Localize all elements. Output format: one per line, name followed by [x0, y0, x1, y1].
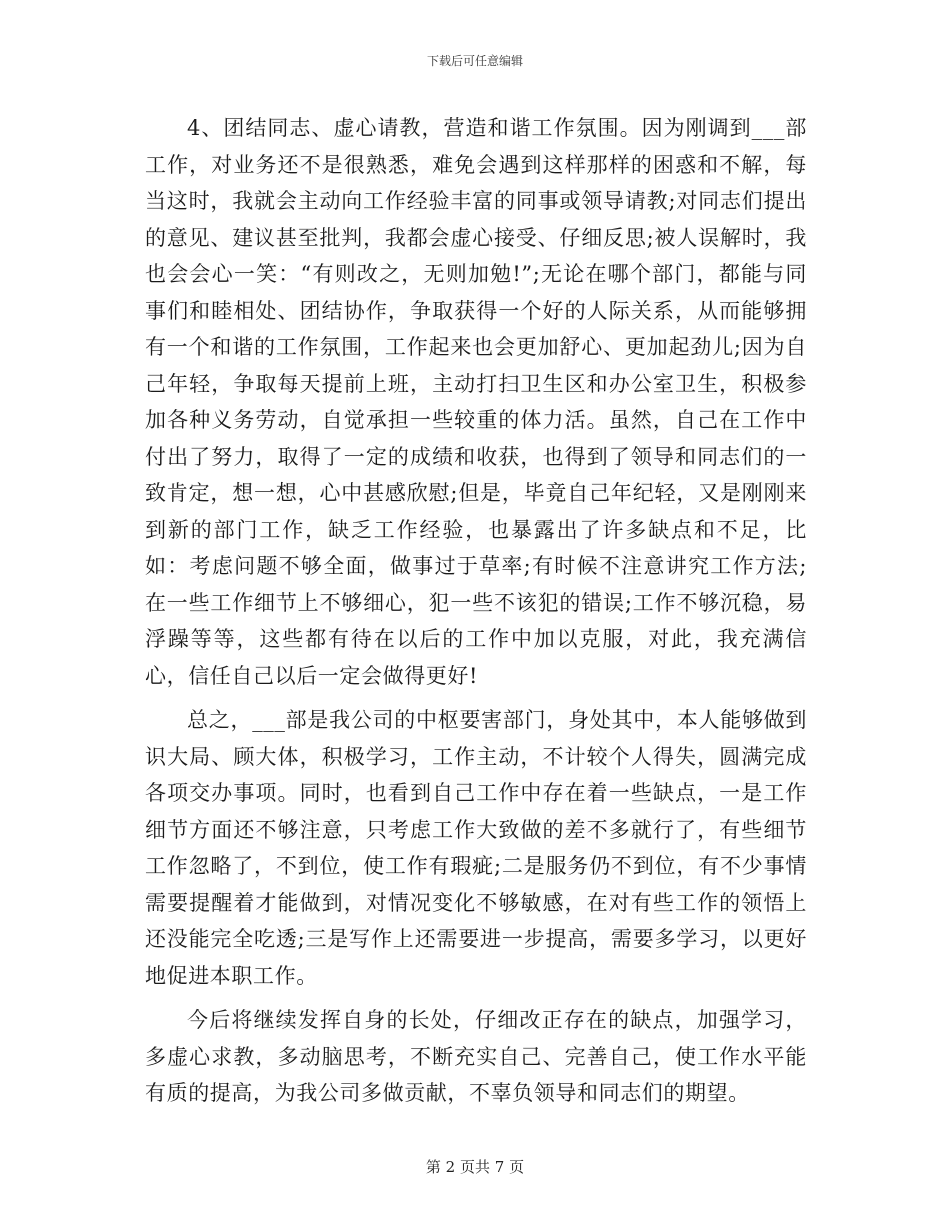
page-footer [0, 1156, 950, 1177]
paragraph-2: 总之，___部是我公司的中枢要害部门，身处其中，本人能够做到识大局、顾大体，积极学习，工作主动，不计较个人得失，圆满完成各项交办事项。同时，也看到自己工作中存在着一些缺点，一是工作细节方面还不够注意，只考虑工作大致做的差不多就行了，有些细节工作忽略了，不到位，使工作有瑕疵;二是服务仍不到位，有不少事情需要提醒着才能做到，对情况变化不够敏感，在对有些工作的领悟上还没能完全吃透;三是写作上还需要进一步提高，需要多学习，以更好地促进本职工作。 [145, 708, 807, 988]
page-number: 第 2 页共 7 页 [425, 1158, 525, 1176]
page-header [0, 52, 950, 69]
header-text: 下载后可任意编辑 [426, 54, 523, 68]
paragraph-1: 4、团结同志、虚心请教，营造和谐工作氛围。因为刚调到___部工作，对业务还不是很熟悉，难免会遇到这样那样的困惑和不解，每当这时，我就会主动向工作经验丰富的同事或领导请教;对同志们提出的意见、建议甚至批判，我都会虚心接受、仔细反思;被人误解时，我也会会心一笑：“有则改之，无则加勉!”;无论在哪个部门，都能与同事们和睦相处、团结协作，争取获得一个好的人际关系，从而能够拥有一个和谐的工作氛围，工作起来也会更加舒心、更加起劲儿;因为自己年轻，争取每天提前上班，主动打扫卫生区和办公室卫生，积极参加各种义务劳动，自觉承担一些较重的体力活。虽然，自己在工作中付出了努力，取得了一定的成绩和收获，也得到了领导和同志们的一致肯定，想一想，心中甚感欣慰;但是，毕竟自己年纪轻，又是刚刚来到新的部门工作，缺乏工作经验，也暴露出了许多缺点和不足，比如：考虑问题不够全面，做事过于草率;有时候不注意讲究工作方法;在一些工作细节上不够细心，犯一些不该犯的错误;工作不够沉稳，易浮躁等等，这些都有待在以后的工作中加以克服，对此，我充满信心，信任自己以后一定会做得更好! [145, 116, 807, 688]
document-body [145, 110, 807, 1120]
paragraph-3: 今后将继续发挥自身的长处，仔细改正存在的缺点，加强学习，多虚心求教，多动脑思考，不断充实自己、完善自己，使工作水平能有质的提高，为我公司多做贡献，不辜负领导和同志们的期望。 [145, 1008, 807, 1105]
